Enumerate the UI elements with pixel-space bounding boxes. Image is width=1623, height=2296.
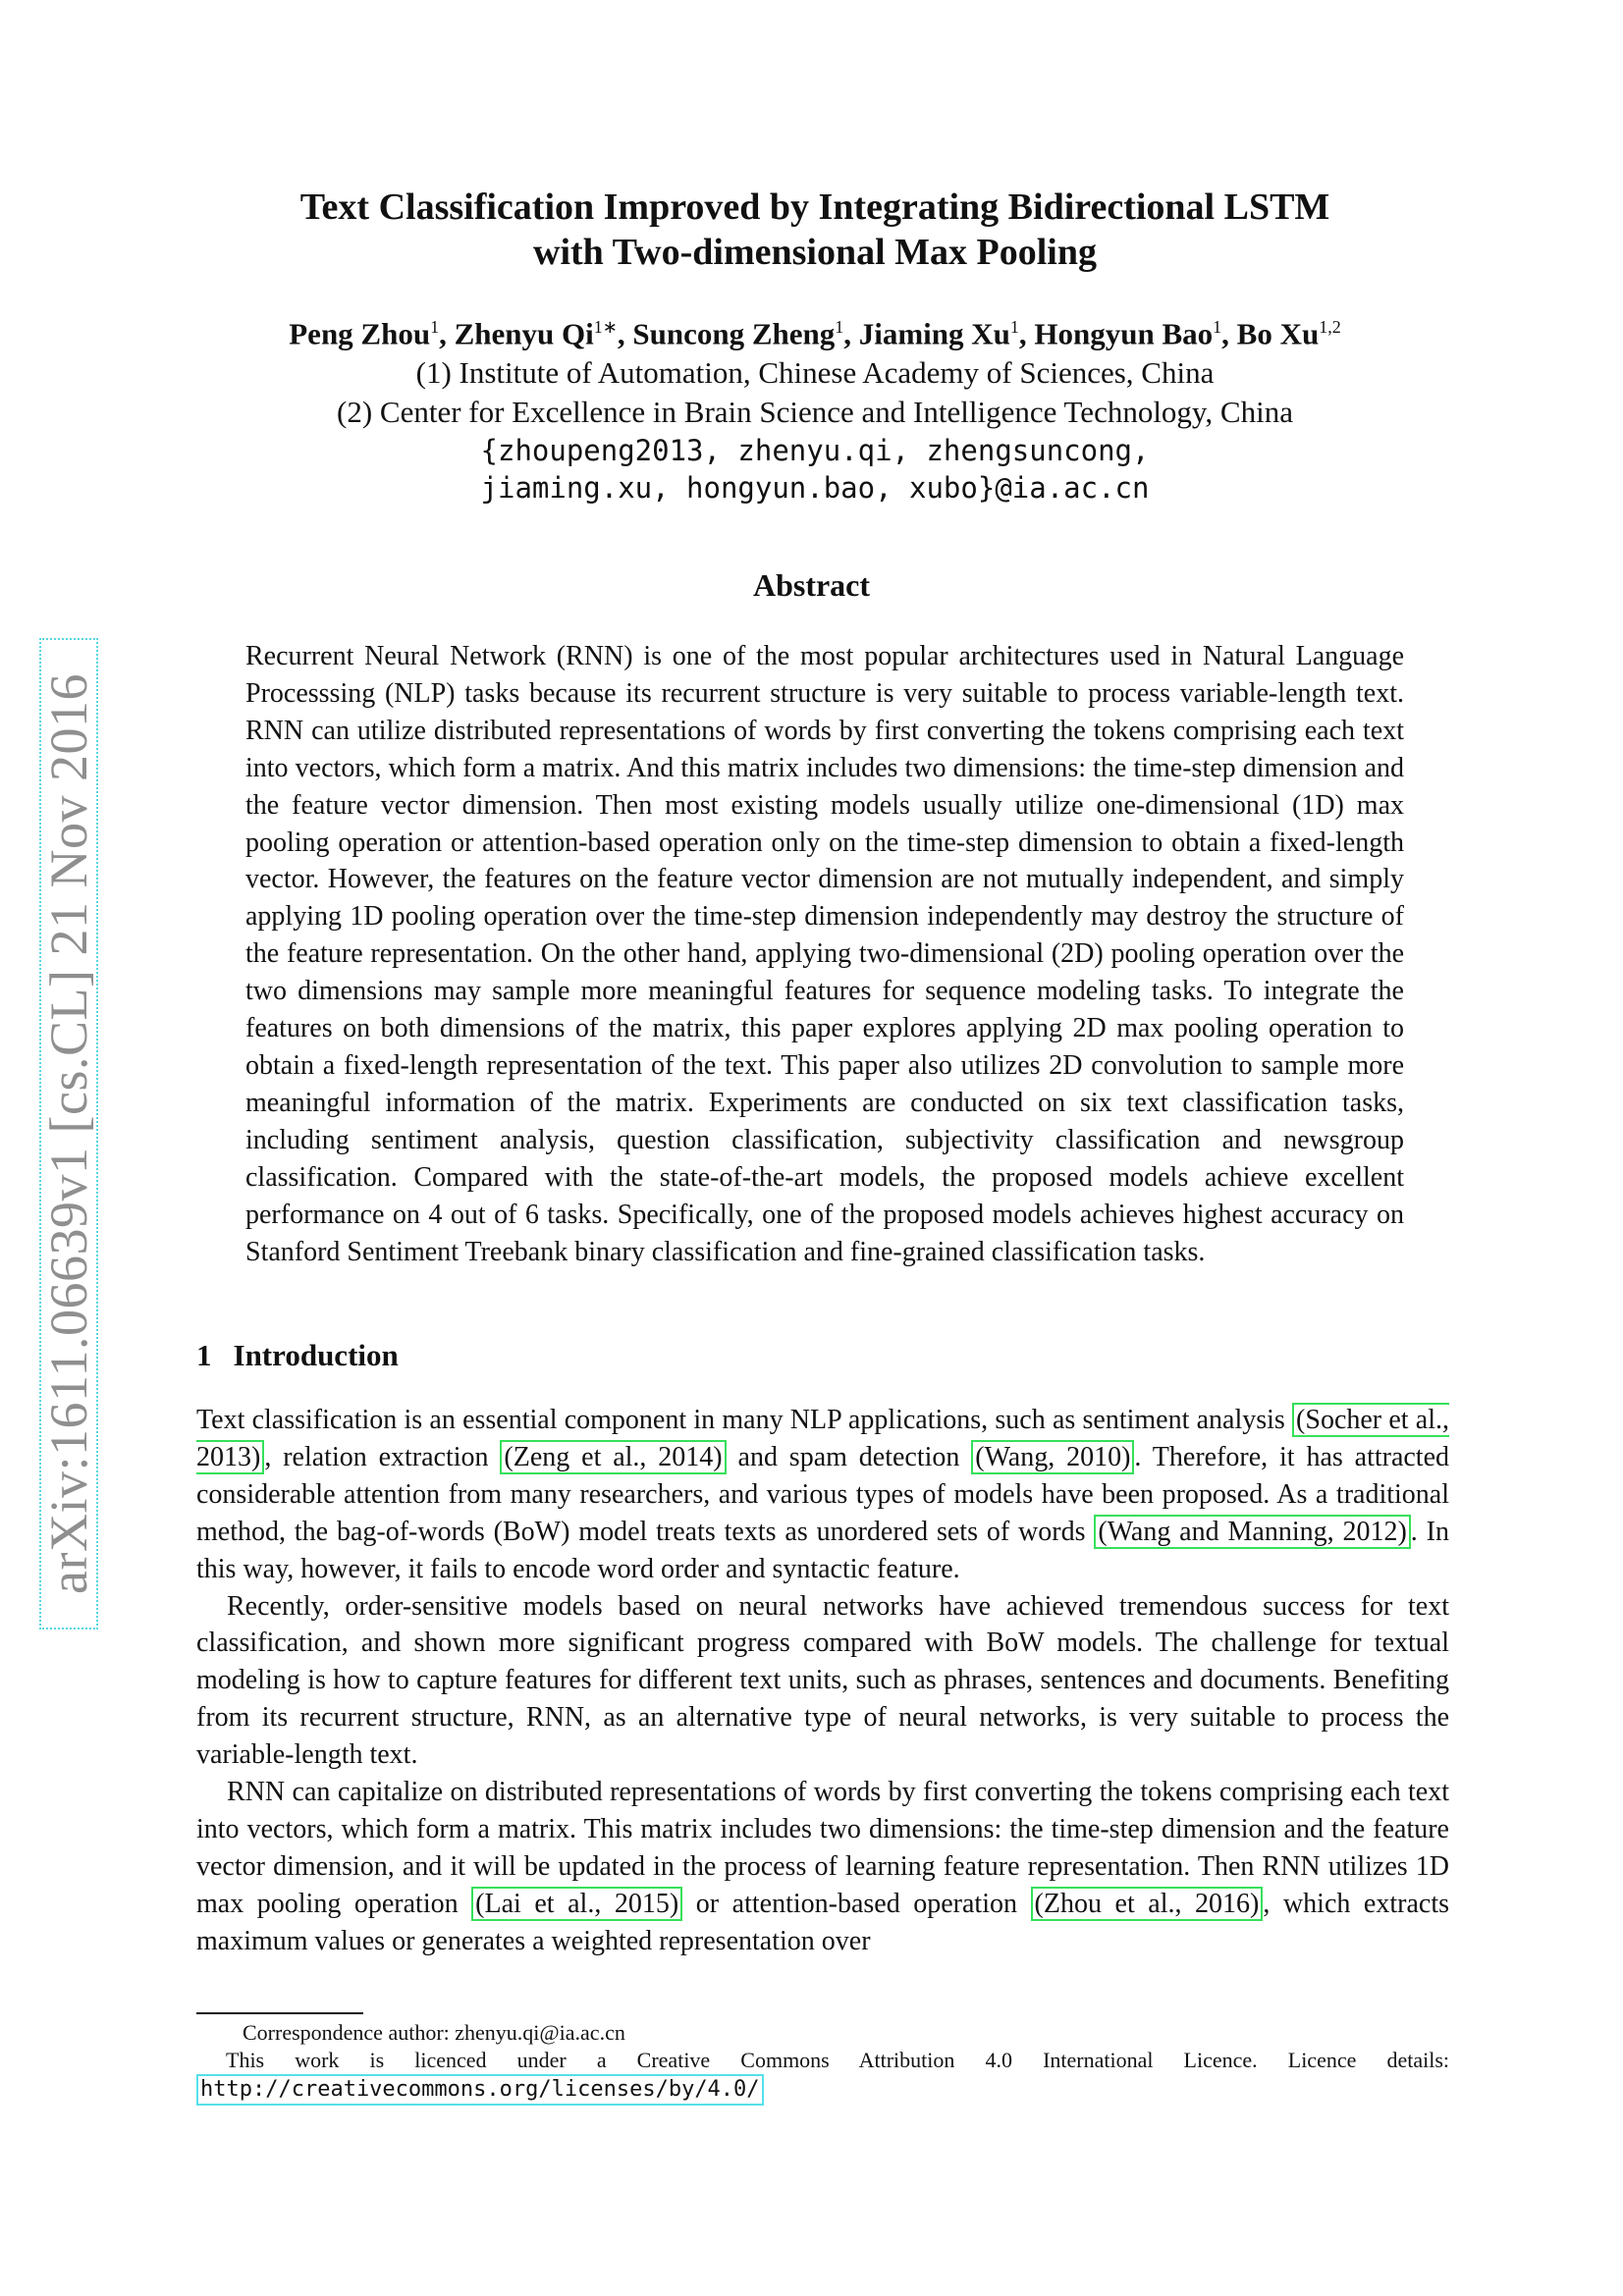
licence-url-link[interactable]: http://creativecommons.org/licenses/by/4.0/ bbox=[196, 2074, 764, 2106]
intro-paragraph-2: Recently, order-sensitive models based on neural networks have achieved tremendous success for text classification, and shown more significant progress compared with BoW models. The challenge for textual modeling is how to capture features for different text units, such as phrases, sentences and documents. Benefiting from its recurrent structure, RNN, as an alternative type of neural networks, is very suitable to process the variable-length text. bbox=[196, 1590, 1449, 1771]
section-heading-introduction bbox=[196, 1338, 399, 1373]
citation-link[interactable]: (Zeng et al., 2014) bbox=[500, 1440, 726, 1474]
paragraph-text: RNN can capitalize on distributed representations of words by first converting the tokens comprising each text into vectors, which form a matrix. This matrix includes two dimensions: the time-step dimension and the feature vector dimension, and it will be updated in the process of learning feature representation. Then RNN utilizes 1D max pooling operation bbox=[196, 1777, 1449, 1919]
affiliation-2: (2) Center for Excellence in Brain Science and Intelligence Technology, China bbox=[337, 395, 1293, 430]
section-title: Introduction bbox=[233, 1338, 399, 1372]
author-affil-mark: 1 bbox=[430, 317, 440, 337]
author-affil-mark: 1∗ bbox=[593, 317, 618, 337]
citation-link[interactable]: (Wang and Manning, 2012) bbox=[1094, 1515, 1410, 1549]
intro-paragraph-1 bbox=[196, 1402, 1449, 1588]
affiliation-1: (1) Institute of Automation, Chinese Academy of Sciences, China bbox=[415, 355, 1215, 391]
paragraph-text: . In this way, however, it fails to encode word order and syntactic feature. bbox=[196, 1516, 1449, 1584]
footnotes bbox=[196, 2019, 1449, 2106]
intro-paragraph-3 bbox=[196, 1774, 1449, 1960]
abstract-heading: Abstract bbox=[752, 567, 871, 603]
author-name: Peng Zhou bbox=[289, 316, 431, 351]
author-name: Jiaming Xu bbox=[858, 316, 1010, 351]
abstract-text: Recurrent Neural Network (RNN) is one of the most popular architectures used in Natural Language Processsing (NLP) tasks because its recurrent structure is very suitable to process variable-length text. RNN can utilize distributed representations of words by first converting the tokens comprising each text into vectors, which form a matrix. And this matrix includes two dimensions: the time-step dimension and the feature vector dimension. Then most existing models usually utilize one-dimensional (1D) max pooling operation or attention-based operation only on the time-step dimension to obtain a fixed-length vector. However, the features on the feature vector dimension are not mutually independent, and simply applying 1D pooling operation over the time-step dimension independently may destroy the structure of the feature representation. On the other hand, applying two-dimensional (2D) pooling operation over the two dimensions may sample more meaningful features for sequence modeling tasks. To integrate the features on both dimensions of the matrix, this paper explores applying 2D max pooling operation to obtain a fixed-length representation of the text. This paper also utilizes 2D convolution to sample more meaningful information of the matrix. Experiments are conducted on six text classification tasks, including sentiment analysis, question classification, subjectivity classification and newsgroup classification. Compared with the state-of-the-art models, the proposed models achieve excellent performance on 4 out of 6 tasks. Specifically, one of the proposed models achieves highest accuracy on Stanford Sentiment Treebank binary classification and fine-grained classification tasks. bbox=[245, 641, 1404, 1267]
email-line-1: {zhoupeng2013, zhenyu.qi, zhengsuncong, bbox=[480, 434, 1150, 468]
footnote-licence: This work is licenced under a Creative Commons Attribution 4.0 International Licence. Licence details: bbox=[226, 2048, 1449, 2072]
citation-link[interactable]: (Lai et al., 2015) bbox=[471, 1887, 682, 1921]
author-affil-mark: 1 bbox=[1213, 317, 1222, 337]
introduction-body bbox=[196, 1402, 1449, 1960]
title-line-2: with Two-dimensional Max Pooling bbox=[533, 232, 1097, 273]
author-affil-mark: 1 bbox=[835, 317, 844, 337]
footnote-divider bbox=[196, 2012, 363, 2014]
arxiv-stamp-text: arXiv:1611.06639v1 [cs.CL] 21 Nov 2016 bbox=[39, 673, 98, 1594]
arxiv-stamp[interactable] bbox=[39, 638, 98, 1629]
author-name: Suncong Zheng bbox=[632, 316, 836, 351]
paragraph-text: , relation extraction bbox=[264, 1441, 501, 1472]
email-line-2: jiaming.xu, hongyun.bao, xubo}@ia.ac.cn bbox=[480, 471, 1150, 506]
citation-link[interactable]: (Wang, 2010) bbox=[971, 1440, 1134, 1474]
paper-title bbox=[226, 185, 1404, 275]
author-names: Peng Zhou$^1$, Zhenyu $Qi^{1∗}$, Suncong Zheng$^1$, Jiaming Xu$^1$, Hongyun Bao$^1$, Bo Xu$^{1,2}$ bbox=[289, 316, 1341, 351]
paragraph-text: and spam detection bbox=[726, 1441, 972, 1472]
paragraph-text: Text classification is an essential component in many NLP applications, such as sentiment analysis bbox=[196, 1405, 1293, 1435]
paragraph-text: or attention-based operation bbox=[682, 1888, 1031, 1919]
author-affil-mark: 1,2 bbox=[1319, 317, 1341, 337]
citation-link[interactable]: (Zhou et al., 2016) bbox=[1031, 1887, 1264, 1921]
author-name: Zhenyu Qi bbox=[454, 316, 594, 351]
section-number: 1 bbox=[196, 1338, 212, 1372]
footnote-correspondence: Correspondence author: zhenyu.qi@ia.ac.cn bbox=[243, 2020, 625, 2045]
author-name: Bo Xu bbox=[1236, 316, 1320, 351]
citation-link[interactable]: (Socher et al., 2013) bbox=[196, 1405, 1449, 1472]
author-block bbox=[177, 307, 1453, 507]
author-affil-mark: 1 bbox=[1009, 317, 1019, 337]
author-name: Hongyun Bao bbox=[1034, 316, 1214, 351]
paragraph-text: , which extracts maximum values or generates a weighted representation over bbox=[196, 1888, 1449, 1956]
title-line-1: Text Classification Improved by Integrating Bidirectional LSTM bbox=[299, 187, 1330, 228]
paragraph-text: . Therefore, it has attracted considerable attention from many researchers, and various types of models have been proposed. As a traditional method, the bag-of-words (BoW) model treats texts as unordered sets of words bbox=[196, 1441, 1450, 1547]
